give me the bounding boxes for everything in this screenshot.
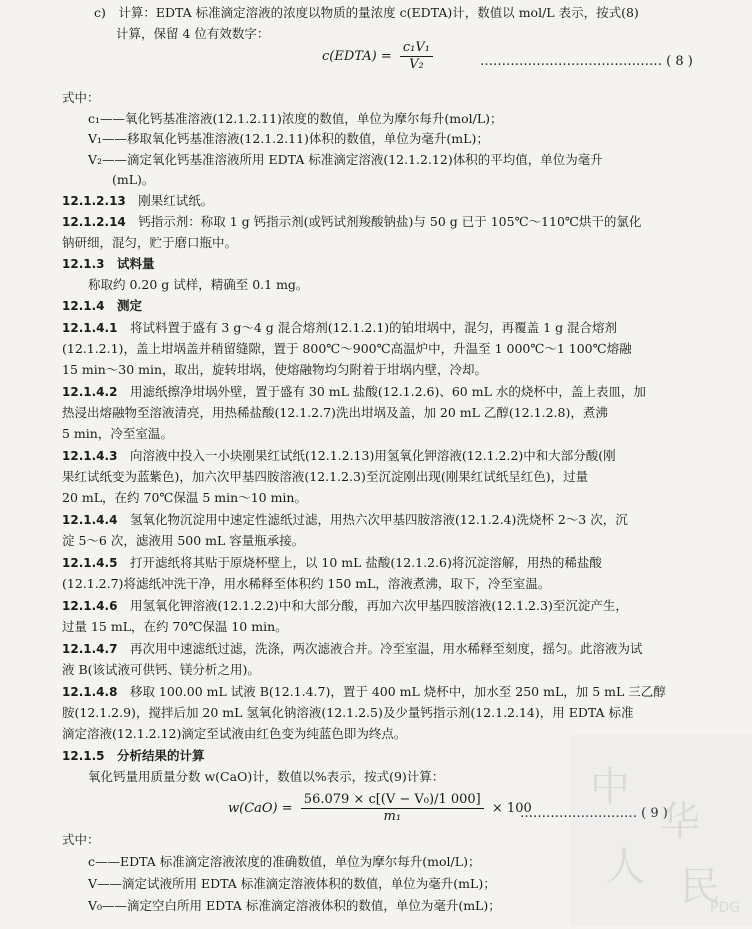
line-text: 将试料置于盛有 3 g～4 g 混合熔剂(12.1.2.1)的铂坩埚中，混匀，再覆盖 1 g 混合熔剂 [117,320,618,335]
text-line [88,111,503,127]
clause-number: 12.1.4.1 [62,321,118,335]
text-line [62,662,260,678]
line-text: 称取约 0.20 g 试样，精确至 0.1 mg。 [88,277,309,292]
text-line [62,235,237,251]
clause-number: 12.1.4.3 [62,449,118,463]
text-line [62,555,602,571]
text-line [88,277,308,293]
text-line [62,512,628,528]
formula-8-label: ( 8 ) [666,54,693,69]
line-text: 刚果红试纸。 [125,193,214,208]
line-text: (mL)。 [112,172,155,187]
watermark-glyph: 华 [660,799,700,845]
clause-number: 12.1.4.7 [62,642,118,656]
text-line [62,405,608,421]
line-text: 用氢氧化钾溶液(12.1.2.2)中和大部分酸，再加六次甲基四胺溶液(12.1.2.3)至沉淀产生， [117,598,628,613]
clause-number: 12.1.2.13 [62,194,126,208]
line-text: 打开滤纸将其贴于原烧杯壁上，以 10 mL 盐酸(12.1.2.6)将沉淀溶解，用热的稀盐酸 [117,555,602,570]
text-line [62,490,307,506]
line-text: 氧化钙量用质量分数 w(CaO)计，数值以%表示，按式(9)计算： [88,769,445,784]
line-text: 滴定溶液(12.1.2.12)滴定至试液由红色变为纯蓝色即为终点。 [62,726,407,741]
text-line [112,172,154,188]
formula-9 [228,792,532,825]
line-text: V——滴定试液所用 EDTA 标准滴定溶液体积的数值，单位为毫升(mL)； [88,876,496,891]
line-text: 过量 15 mL，在约 70℃保温 10 min。 [62,619,288,634]
line-text: 钠研细，混匀，贮于磨口瓶中。 [62,235,238,250]
text-line [62,469,588,485]
line-text: c₁——氧化钙基准溶液(12.1.2.11)浓度的数值，单位为摩尔每升(mol/L)； [88,111,503,126]
line-text: 试料量 [104,256,155,271]
clause-number: 12.1.4.6 [62,599,118,613]
text-line [62,193,213,209]
clause-number: 12.1.4.5 [62,556,118,570]
text-line [62,362,487,378]
formula-9-dots: ……………………… [520,806,637,821]
text-line [94,5,639,21]
line-text: 分析结果的计算 [104,748,205,763]
text-line [62,726,406,742]
line-text: 钙指示剂：称取 1 g 钙指示剂(或钙试剂羧酸钠盐)与 50 g 已于 105℃～110℃烘干的氯化 [125,214,642,229]
line-text: 再次用中速滤纸过滤，洗涤，两次滤液合并。冷至室温，用水稀释至刻度，摇匀。此溶液为试 [117,641,643,656]
formula-9-numerator: 56.079 × c[(V − V₀)/1 000] [301,792,484,809]
formula-9-tail: × 100 [491,801,532,816]
text-line [62,426,173,442]
formula-8 [322,40,437,73]
line-text: 热浸出熔融物至溶液清亮，用热稀盐酸(12.1.2.7)洗出坩埚及盖，加 20 mL 乙醇(12.1.2.8)，煮沸 [62,405,608,420]
watermark-glyph: 民 [680,864,720,910]
line-text: 5 min，冷至室温。 [62,426,173,441]
line-text: (12.1.2.1)，盖上坩埚盖并稍留缝隙，置于 800℃～900℃高温炉中，升温至 1 000℃～1 100℃熔融 [62,341,632,356]
line-text: 氢氧化物沉淀用中速定性滤纸过滤，用热六次甲基四胺溶液(12.1.2.4)洗烧杯 2～3 次，沉 [117,512,628,527]
formula-8-denominator: V₂ [409,57,424,72]
clause-number: 12.1.4.8 [62,685,118,699]
line-text: V₁——移取氧化钙基准溶液(12.1.2.11)体积的数值，单位为毫升(mL)； [88,131,489,146]
line-text: 淀 5～6 次，滤液用 500 mL 容量瓶承接。 [62,533,305,548]
clause-number: 12.1.4.4 [62,513,118,527]
watermark-label: PDG [710,900,741,916]
text-line [62,214,641,230]
watermark-glyph: 中 [590,764,630,810]
text-line [62,619,288,635]
line-text: 果红试纸变为蓝紫色)，加六次甲基四胺溶液(12.1.2.3)至沉淀刚出现(刚果红试纸呈红色)，过量 [62,469,589,484]
line-text: V₂——滴定氧化钙基准溶液所用 EDTA 标准滴定溶液(12.1.2.12)体积的平均值，单位为毫升 [88,152,603,167]
line-text: (12.1.2.7)将滤纸冲洗干净，用水稀释至体积约 150 mL，溶液煮沸，取下，冷至室温。 [62,576,551,591]
clause-number: 12.1.4 [62,299,105,313]
line-text: 测定 [104,298,143,313]
line-text: 向溶液中投入一小块刚果红试纸(12.1.2.13)用氢氧化钾溶液(12.1.2.2)中和大部分酸(刚 [117,448,616,463]
formula-9-denominator: m₁ [383,809,402,824]
line-text: 式中： [62,90,100,105]
text-line [88,131,489,147]
text-line [88,769,444,785]
watermark-graphic [560,735,752,925]
line-text: c——EDTA 标准滴定溶液浓度的准确数值，单位为摩尔每升(mol/L)； [88,854,481,869]
text-line [62,256,155,272]
watermark-seal [560,735,752,925]
text-line [62,298,142,314]
text-line [62,705,634,721]
line-text: 液 B(该试液可供钙、镁分析之用)。 [62,662,260,677]
formula-9-fraction [301,792,484,825]
text-line [116,26,269,42]
formula-8-fraction [400,40,433,73]
text-line [62,598,628,614]
watermark-glyph: 人 [605,844,645,890]
formula-8-numerator: c₁V₁ [400,40,433,57]
clause-number: 12.1.4.2 [62,385,118,399]
line-text: 计算，保留 4 位有效数字： [116,26,270,41]
text-line [88,876,496,892]
text-line [62,641,642,657]
formula-9-lhs: w(CaO) = [228,801,293,816]
line-text: 15 min～30 min，取出，旋转坩埚，使熔融物均匀附着于坩埚内壁，冷却。 [62,362,488,377]
text-line [62,448,616,464]
text-line [62,748,205,764]
text-line [62,320,617,336]
line-text: 式中： [62,832,100,847]
text-line [88,898,501,914]
line-text: 移取 100.00 mL 试液 B(12.1.4.7)，置于 400 mL 烧杯中，加水至 250 mL，加 5 mL 三乙醇 [117,684,666,699]
text-line [62,533,304,549]
line-text: 胺(12.1.2.9)，搅拌后加 20 mL 氢氧化钠溶液(12.1.2.5)及少量钙指示剂(12.1.2.14)，用 EDTA 标准 [62,705,634,720]
text-line [62,90,100,106]
text-line [62,576,550,592]
formula-8-dots: …………………………………… [480,54,662,69]
text-line [62,384,646,400]
clause-number: 12.1.3 [62,257,105,271]
formula-8-leader [480,54,693,69]
line-text: 20 mL，在约 70℃保温 5 min～10 min。 [62,490,307,505]
text-line [62,832,100,848]
line-text: V₀——滴定空白所用 EDTA 标准滴定溶液体积的数值，单位为毫升(mL)； [88,898,501,913]
text-line [62,684,666,700]
formula-9-label: ( 9 ) [641,806,668,821]
line-text: 用滤纸擦净坩埚外壁，置于盛有 30 mL 盐酸(12.1.2.6)、60 mL 水的烧杯中，盖上表皿，加 [117,384,646,399]
clause-number: 12.1.2.14 [62,215,126,229]
text-line [88,152,603,168]
clause-number: 12.1.5 [62,749,105,763]
formula-8-lhs: c(EDTA) = [322,49,392,64]
text-line [88,854,480,870]
line-text: c) 计算：EDTA 标准滴定溶液的浓度以物质的量浓度 c(EDTA)计，数值以 mol/L 表示，按式(8) [94,5,639,20]
text-line [62,341,632,357]
